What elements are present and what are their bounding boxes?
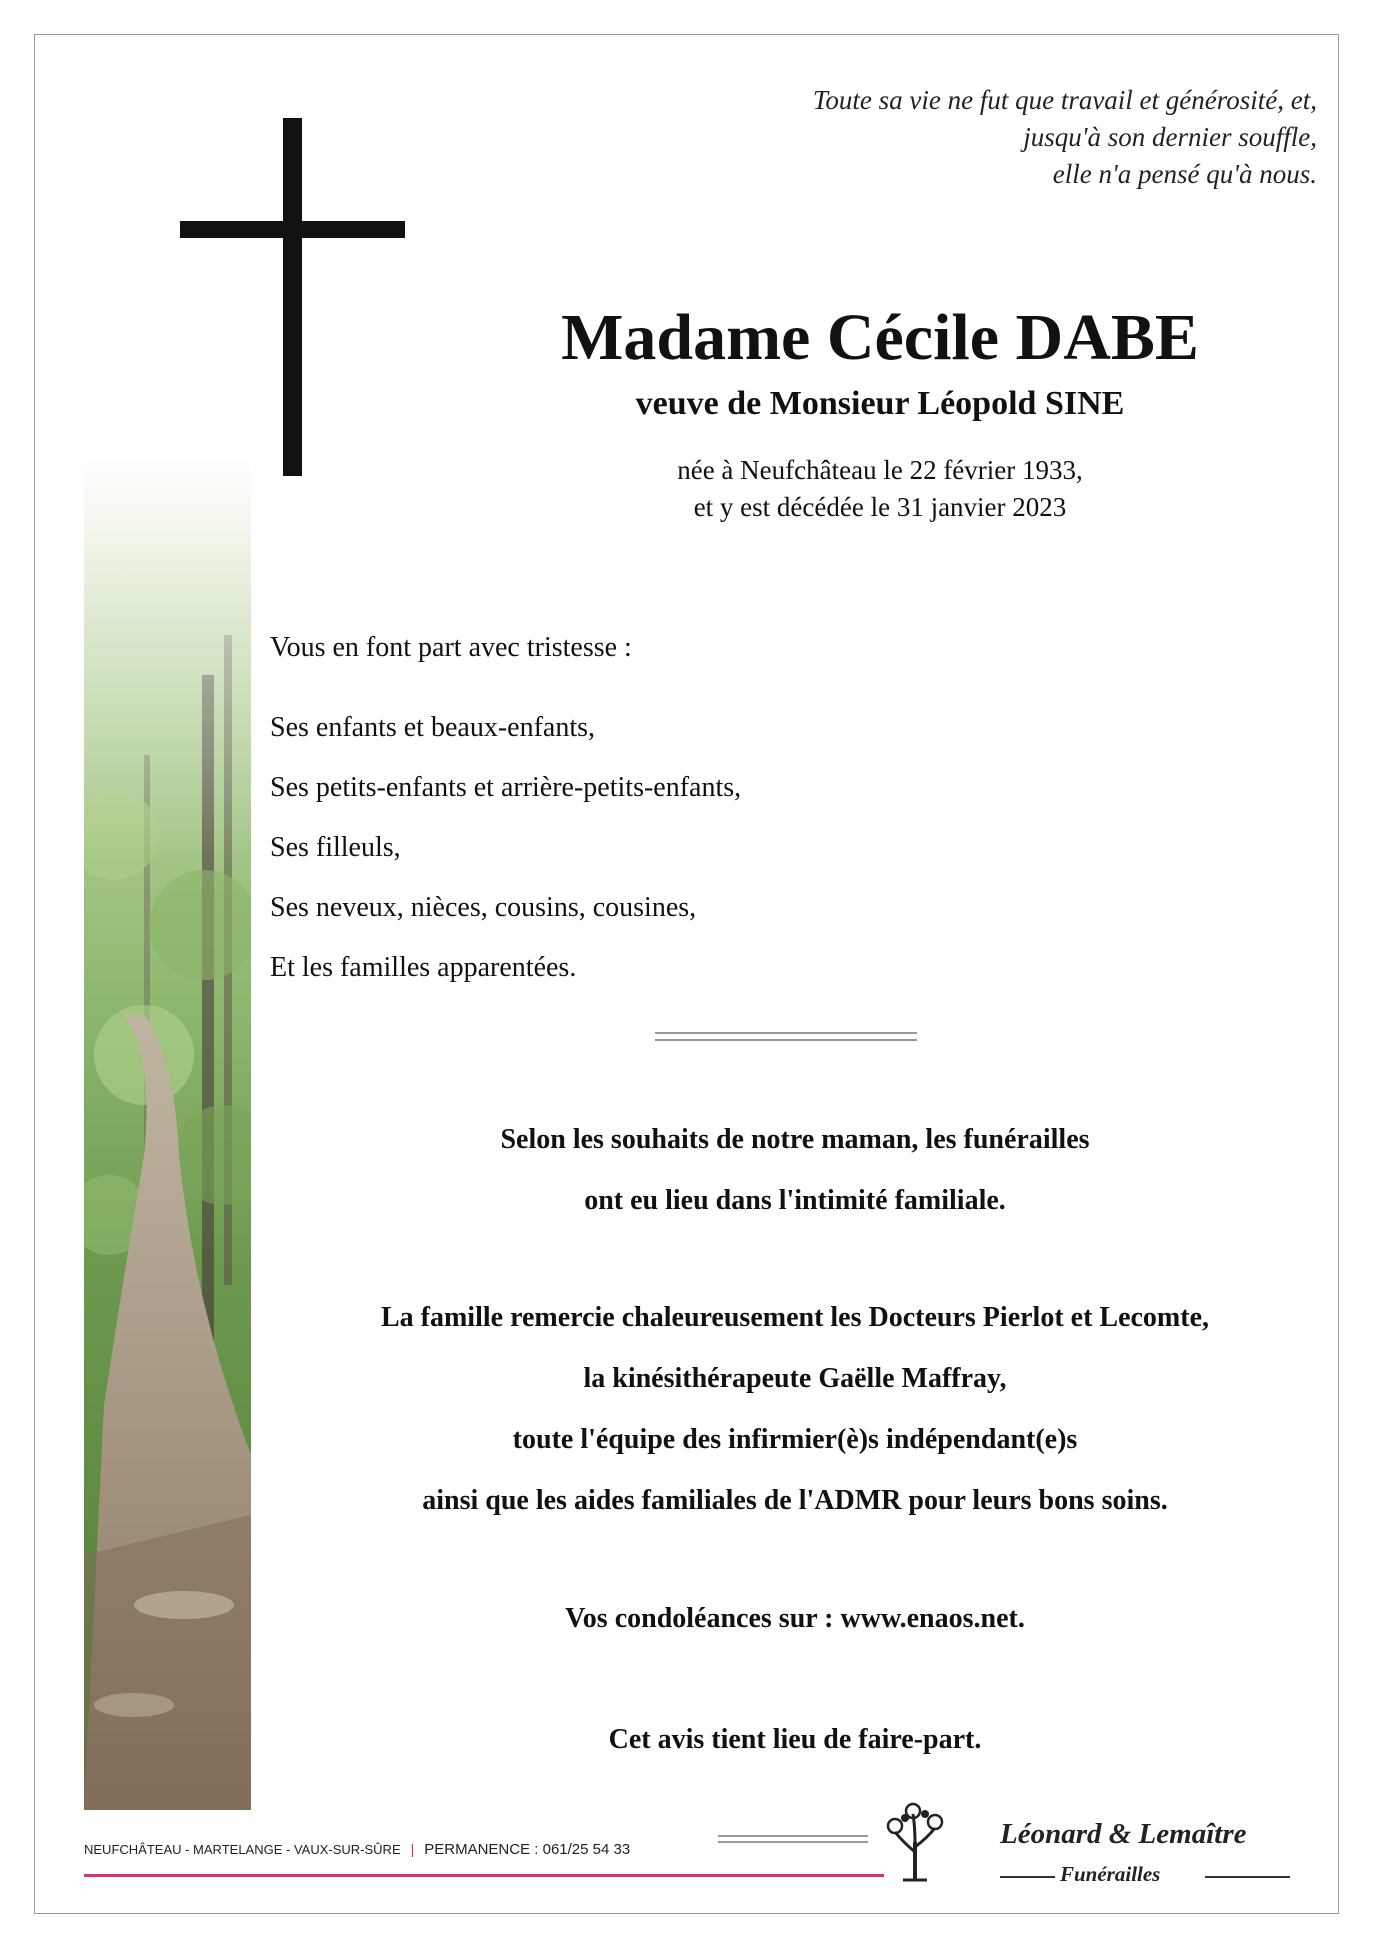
announcement-intro: Vous en font part avec tristesse : — [270, 632, 632, 663]
funeral-home-name: Léonard & Lemaître — [1000, 1818, 1247, 1850]
family-item: Ses enfants et beaux-enfants, — [270, 712, 595, 743]
family-item: Et les familles apparentées. — [270, 952, 577, 983]
birth-line: née à Neufchâteau le 22 février 1933, — [677, 455, 1083, 485]
footer-separator: | — [410, 1841, 415, 1857]
widow-of: veuve de Monsieur Léopold SINE — [635, 385, 1125, 422]
quote-line: elle n'a pensé qu'à nous. — [1052, 159, 1317, 189]
thanks-notice — [250, 1298, 1340, 1542]
family-list — [270, 708, 741, 1008]
condolences-line — [250, 1599, 1340, 1660]
condolences-text: Vos condoléances sur : www.enaos.net. — [565, 1603, 1025, 1634]
family-item: Ses neveux, nièces, cousins, cousines, — [270, 892, 697, 923]
tree-logo-icon — [885, 1802, 945, 1882]
funeral-home-subtitle: Funérailles — [1060, 1862, 1161, 1886]
footer-accent-line — [84, 1874, 884, 1877]
quote-line: Toute sa vie ne fut que travail et générosité, et, — [812, 85, 1317, 115]
footer-locations: NEUFCHÂTEAU - MARTELANGE - VAUX-SUR-SÛRE — [84, 1842, 401, 1857]
deceased-name: Madame Cécile DABE — [561, 301, 1199, 374]
funerals-notice — [250, 1120, 1340, 1242]
family-item: Ses filleuls, — [270, 832, 401, 863]
notice-text: Cet avis tient lieu de faire-part. — [608, 1724, 982, 1755]
family-item: Ses petits-enfants et arrière-petits-enfants, — [270, 772, 742, 803]
thanks-line: la kinésithérapeute Gaëlle Maffray, — [583, 1363, 1007, 1394]
life-dates — [440, 452, 1320, 526]
quote-line: jusqu'à son dernier souffle, — [1023, 122, 1317, 152]
footer-permanence: PERMANENCE : 061/25 54 33 — [424, 1841, 631, 1858]
footer-double-rule — [718, 1835, 868, 1843]
double-rule-divider — [655, 1032, 917, 1041]
footer-contact — [84, 1841, 630, 1858]
latin-cross-icon — [180, 118, 405, 476]
thanks-line: ainsi que les aides familiales de l'ADMR pour leurs bons soins. — [422, 1485, 1168, 1516]
epitaph-quote — [557, 82, 1317, 193]
funerals-line: ont eu lieu dans l'intimité familiale. — [584, 1185, 1006, 1216]
forest-path-image — [84, 455, 251, 1810]
notice-line — [250, 1720, 1340, 1781]
funerals-line: Selon les souhaits de notre maman, les funérailles — [500, 1124, 1090, 1155]
thanks-line: La famille remercie chaleureusement les Docteurs Pierlot et Lecomte, — [380, 1302, 1210, 1333]
death-line: et y est décédée le 31 janvier 2023 — [693, 492, 1067, 522]
thanks-line: toute l'équipe des infirmier(è)s indépendant(e)s — [512, 1424, 1078, 1455]
